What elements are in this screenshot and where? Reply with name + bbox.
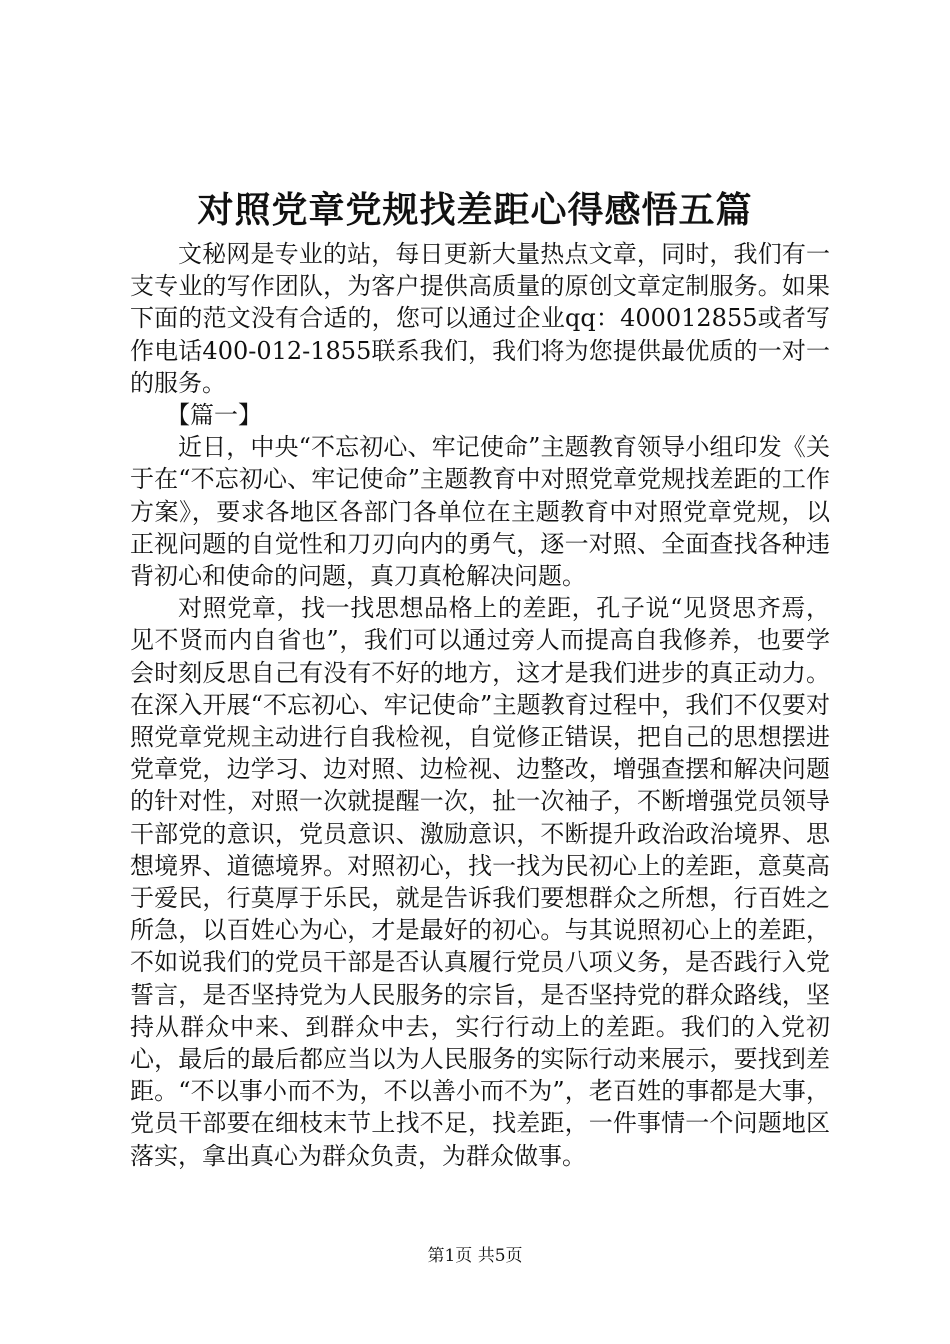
document-body [130, 238, 830, 1172]
document-title: 对照党章党规找差距心得感悟五篇 [197, 189, 753, 231]
body-paragraph-2: 对照党章，找一找思想品格上的差距，孔子说“见贤思齐焉，见不贤而内自省也”，我们可以通过旁人而提高自我修养，也要学会时刻反思自己有没有不好的地方，这才是我们进步的真正动力。在深入开展“不忘初心、牢记使命”主题教育过程中，我们不仅要对照党章党规主动进行自我检视，自觉修正错误，把自己的思想摆进党章党，边学习、边对照、边检视、边整改，增强查摆和解决问题的针对性，对照一次就提醒一次，扯一次袖子，不断增强党员领导干部党的意识，党员意识、激励意识，不断提升政治政治境界、思想境界、道德境界。对照初心，找一找为民初心上的差距，意莫高于爱民，行莫厚于乐民，就是告诉我们要想群众之所想，行百姓之所急，以百姓心为心，才是最好的初心。与其说照初心上的差距，不如说我们的党员干部是否认真履行党员八项义务，是否践行入党誓言，是否坚持党为人民服务的宗旨，是否坚持党的群众路线，坚持从群众中来、到群众中去，实行行动上的差距。我们的入党初心，最后的最后都应当以为人民服务的实际行动来展示，要找到差距。“不以事小而不为，不以善小而不为”，老百姓的事都是大事，党员干部要在细枝末节上找不足，找差距，一件事情一个问题地区落实，拿出真心为群众负责，为群众做事。 [130, 594, 830, 1170]
intro-paragraph: 文秘网是专业的站，每日更新大量热点文章，同时，我们有一支专业的写作团队，为客户提供高质量的原创文章定制服务。如果下面的范文没有合适的，您可以通过企业qq：400012855或者写作电话400-012-1855联系我们，我们将为您提供最优质的一对一的服务。 [130, 240, 830, 397]
page-footer: 第1页 共5页 [427, 1246, 523, 1266]
section-heading: 【篇一】 [166, 401, 262, 430]
body-paragraph-1: 近日，中央“不忘初心、牢记使命”主题教育领导小组印发《关于在“不忘初心、牢记使命”主题教育中对照党章党规找差距的工作方案》，要求各地区各部门各单位在主题教育中对照党章党规，以正视问题的自觉性和刀刃向内的勇气，逐一对照、全面查找各种违背初心和使命的问题，真刀真枪解决问题。 [130, 433, 830, 591]
